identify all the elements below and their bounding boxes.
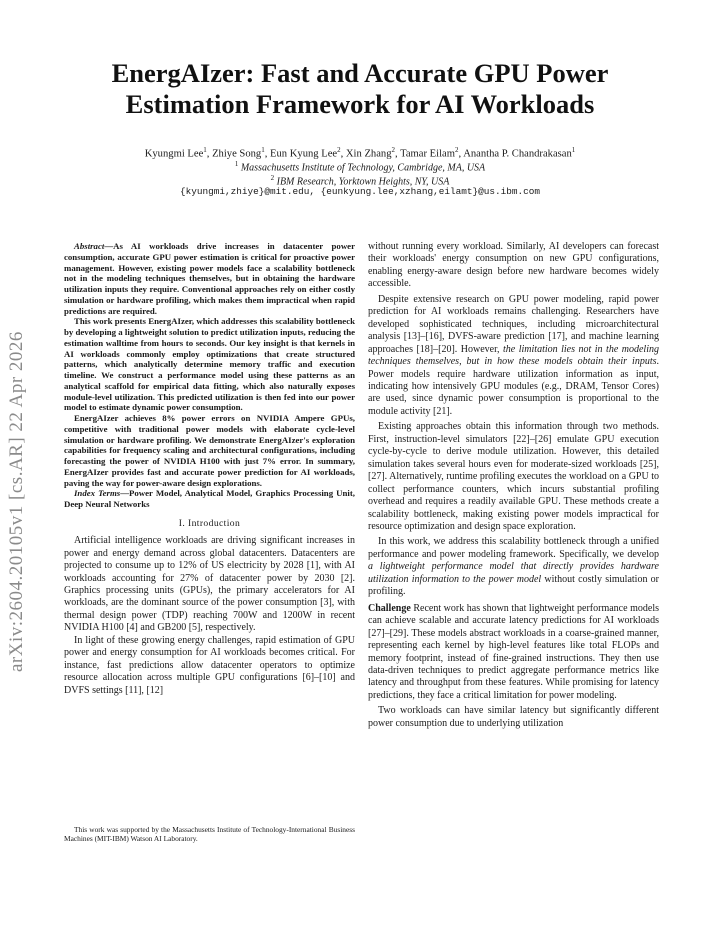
funding-footnote: This work was supported by the Massachusetts Institute of Technology-International Business Machines (MIT-IBM) Watson AI Laboratory. xyxy=(64,825,355,843)
author-affil-mark: 2 xyxy=(391,146,396,154)
author-affil-mark: 1 xyxy=(203,146,207,154)
affiliation-mark: 2 xyxy=(270,174,275,182)
abstract-label: Abstract xyxy=(74,241,105,251)
right-column xyxy=(368,241,659,730)
section-heading-introduction: I. Introduction xyxy=(178,517,241,529)
body-paragraph: Two workloads can have similar latency but significantly different power consumption due to underlying utilization xyxy=(368,705,659,729)
abstract-paragraph: EnergAIzer achieves 8% power errors on NVIDIA Ampere GPUs, competitive with traditional power models with elaborate cycle-level simulation or hardware profiling. We demonstrate EnergAIzer's exploration capabilities for frequency scaling and architectural configurations, including forecasting the power of NVIDIA H100 with just 7% error. In summary, EnergAIzer provides fast and accurate power prediction for AI workloads, paving the way for power-aware design explorations. xyxy=(64,413,355,488)
left-column xyxy=(64,241,355,697)
author-separator: , xyxy=(458,148,464,160)
author-separator: , xyxy=(206,148,213,160)
author: Kyungmi Lee xyxy=(144,148,204,160)
author-affil-mark: 1 xyxy=(571,146,576,154)
paragraph-text: Recent work has shown that lightweight performance models can achieve scalable and accurate latency predictions for AI workloads [27]–[29]. These models abstract workloads in a coarse-grained manner, representing each kernel by high-level features like total FLOPs and memory footprint, instead of fine-grained instructions. They then use data-driven techniques to predict aggregate performance metrics like latency and throughput from these features. While promising for latency predictions, they face a critical limitation for power modeling. xyxy=(368,602,659,701)
paper-title xyxy=(60,58,660,120)
body-paragraph: Existing approaches obtain this information through two methods. First, instruction-level simulators [22]–[26] emulate GPU execution cycle-by-cycle to derive module utilization. However, this detailed simulation takes several hours even for moderate-sized workloads [25], [27]. Alternatively, runtime profiling executes the workload on a GPU to collect performance counters, which incurs substantial profiling overhead and requires a readily available GPU. These methods create a scalability bottleneck, making existing power models impractical for resource optimization and design space exploration. xyxy=(368,421,659,532)
title-line-1: EnergAIzer: Fast and Accurate GPU Power xyxy=(111,58,609,88)
body-paragraph: without running every workload. Similarly, AI developers can forecast their workloads' energy consumption on new GPU configurations, enabling energy-aware design before new hardware becomes widely accessible. xyxy=(368,241,659,290)
title-line-2: Estimation Framework for AI Workloads xyxy=(125,89,595,119)
body-paragraph: Artificial intelligence workloads are driving significant increases in power and energy demand across global datacenters. Datacenters are projected to consume up to 12% of US electricity by 2028 [1], with AI workloads accounting for 27% of datacenter power by 2030 [2]. Graphics processing units (GPUs), the primary accelerators for AI workloads, are the dominant source of the power consumption [3], with thermal design power (TDP) reaching 700W and 1200W in recent NVIDIA H100 [4] and GB200 [5], respectively. xyxy=(64,535,355,634)
abstract-paragraph xyxy=(64,241,355,316)
author-separator: , xyxy=(264,148,271,160)
author-affil-mark: 2 xyxy=(337,146,341,154)
affiliation-text: Massachusetts Institute of Technology, Cambridge, MA, USA xyxy=(240,162,486,174)
author: Zhiye Song xyxy=(212,148,262,160)
abstract xyxy=(64,241,355,488)
abstract-paragraph: This work presents EnergAIzer, which addresses this scalability bottleneck by developing a lightweight solution to predict utilization inputs, reducing the estimation walltime from hours to seconds. Our key insight is that kernels in AI workloads commonly employ optimizations that create structured patterns, which analytically determine memory traffic and execution timeline. We construct a performance model using these patterns as an analytical scaffold for empirical data fitting, which also naturally exposes module-level utilization. This predicted utilization is then fed into our power model to estimate dynamic power consumption. xyxy=(64,316,355,413)
abstract-text: —As AI workloads drive increases in datacenter power consumption, accurate GPU power estimation is critical for proactive power management. However, existing power models face a scalability bottleneck not in the modeling techniques themselves, but in obtaining the hardware utilization inputs they require. Conventional approaches rely on either costly simulation or hardware profiling, which makes them impractical when rapid predictions are required. xyxy=(64,241,355,316)
body-paragraph: In light of these growing energy challenges, rapid estimation of GPU power and energy consumption for AI workloads becomes critical. For instance, fast predictions allow datacenter operators to optimize resource allocation across multiple GPU configurations [6]–[10] and DVFS settings [11], [12] xyxy=(64,634,355,696)
paragraph-text: Despite extensive research on GPU power modeling, rapid power prediction for AI workloads remains challenging. Researchers have developed sophisticated techniques, including microarchitectural analysis [13]–[16], DVFS-aware prediction [17], and machine learning approaches [18]–[20]. However, xyxy=(368,293,659,355)
paragraph-text: In this work, we address this scalability bottleneck through a unified performance and power modeling framework. Specifically, we develop xyxy=(368,536,659,560)
body-paragraph xyxy=(368,294,659,419)
author-separator: , xyxy=(395,148,401,160)
author: Tamar Eilam xyxy=(400,148,455,160)
paragraph-text: without costly simulation or profiling. xyxy=(368,573,659,598)
body-paragraph xyxy=(368,536,659,598)
affiliation-mark: 1 xyxy=(234,160,239,168)
author: Xin Zhang xyxy=(345,148,392,160)
affiliation-text: IBM Research, Yorktown Heights, NY, USA xyxy=(276,176,450,188)
author: Eun Kyung Lee xyxy=(270,148,338,160)
run-in-heading: Challenge xyxy=(368,602,411,614)
author-emails: {kyungmi,zhiye}@mit.edu, {eunkyung.lee,xzhang,eilamt}@us.ibm.com xyxy=(179,186,541,197)
author-affil-mark: 1 xyxy=(261,146,265,154)
emphasized-text: the limitation lies not in the modeling techniques themselves, but in how these models obtain their inputs xyxy=(368,343,659,368)
index-terms-text: —Power Model, Analytical Model, Graphics Processing Unit, Deep Neural Networks xyxy=(64,488,355,509)
arxiv-identifier-stamp: arXiv:2604.20105v1 [cs.AR] 22 Apr 2026 xyxy=(6,331,27,672)
index-terms xyxy=(64,488,355,510)
emphasized-text: a lightweight performance model that directly provides hardware utilization information to the power model xyxy=(368,561,659,585)
author-affil-mark: 2 xyxy=(454,146,459,154)
paragraph-text: . Power models require hardware utilization information as input, indicating how intensively GPU modules (e.g., DRAM, Tensor Cores) are used, since dynamic power consumption is proportional to the module activity [21]. xyxy=(368,356,659,417)
index-terms-label: Index Terms xyxy=(74,488,121,499)
body-paragraph-challenge xyxy=(368,603,659,703)
author: Anantha P. Chandrakasan xyxy=(463,148,572,160)
author-separator: , xyxy=(340,148,346,160)
